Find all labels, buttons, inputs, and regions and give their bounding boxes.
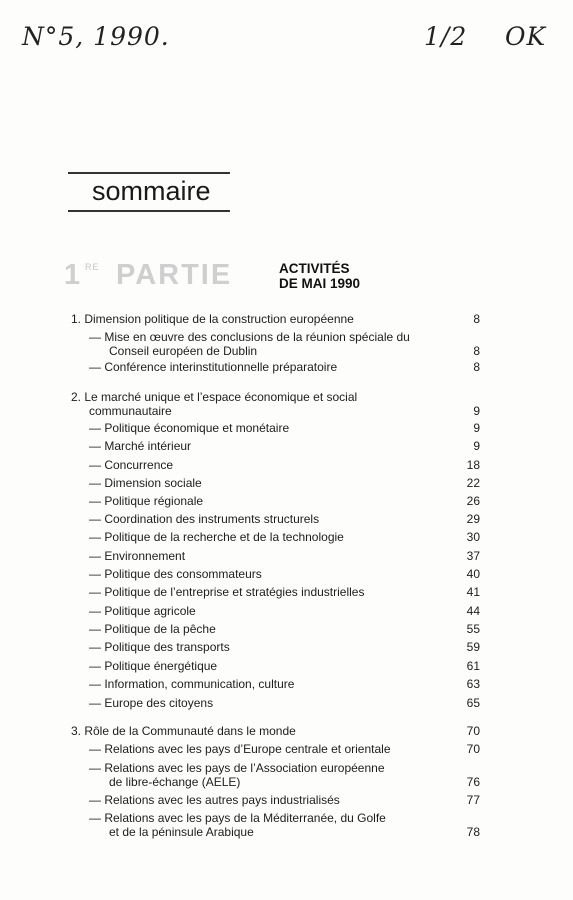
toc-page-number: 9 <box>473 421 480 435</box>
toc-entry: — Conférence interinstitutionnelle préparatoire <box>89 360 338 374</box>
toc-entry: — Politique énergétique <box>89 659 218 673</box>
toc-entry: — Relations avec les pays de l’Association européenne <box>89 761 385 775</box>
toc-section-continuation: communautaire <box>89 404 172 418</box>
toc-page-number: 18 <box>466 458 480 472</box>
toc-page-number: 9 <box>473 439 480 453</box>
toc-page-number: 77 <box>466 793 480 807</box>
toc-page-number: 9 <box>473 404 480 418</box>
part-word: PARTIE <box>116 259 233 291</box>
toc-entry: — Europe des citoyens <box>89 696 214 710</box>
toc-entry-continuation: et de la péninsule Arabique <box>109 825 254 839</box>
toc-entry-continuation: Conseil européen de Dublin <box>109 344 258 358</box>
toc-entry: — Politique des transports <box>89 640 230 654</box>
toc-page-number: 70 <box>466 724 480 738</box>
toc-entry: — Information, communication, culture <box>89 677 295 691</box>
toc-entry: — Environnement <box>89 549 186 563</box>
title-rule-top <box>68 172 230 174</box>
handwritten-page-fraction: 1/2 <box>424 22 468 51</box>
toc-section-heading: 3. Rôle de la Communauté dans le monde <box>71 724 296 738</box>
toc-entry: — Relations avec les pays de la Méditerranée, du Golfe <box>89 811 386 825</box>
toc-page-number: 22 <box>466 476 480 490</box>
toc-page-number: 40 <box>466 567 480 581</box>
toc-page-number: 8 <box>473 344 480 358</box>
toc-page-number: 76 <box>466 775 480 789</box>
toc-entry: — Coordination des instruments structurels <box>89 512 320 526</box>
handwritten-ok-mark: OK <box>505 22 547 51</box>
toc-entry: — Politique économique et monétaire <box>89 421 290 435</box>
toc-page-number: 65 <box>466 696 480 710</box>
toc-entry: — Dimension sociale <box>89 476 202 490</box>
toc-entry: — Politique des consommateurs <box>89 567 262 581</box>
toc-entry-continuation: de libre-échange (AELE) <box>109 775 241 789</box>
toc-page-number: 29 <box>466 512 480 526</box>
toc-page-number: 8 <box>473 360 480 374</box>
toc-page-number: 30 <box>466 530 480 544</box>
toc-entry: — Politique de la recherche et de la technologie <box>89 530 344 544</box>
part-number: 1 <box>64 259 82 291</box>
page-title: sommaire <box>92 176 211 206</box>
toc-entry: — Politique régionale <box>89 494 204 508</box>
toc-page-number: 78 <box>466 825 480 839</box>
toc-page-number: 37 <box>466 549 480 563</box>
toc-page-number: 59 <box>466 640 480 654</box>
handwritten-issue-note: N°5, 1990. <box>22 22 170 51</box>
toc-page-number: 8 <box>473 312 480 326</box>
part-title-line: ACTIVITÉS <box>279 261 350 276</box>
toc-entry: — Concurrence <box>89 458 174 472</box>
toc-entry: — Relations avec les pays d’Europe centrale et orientale <box>89 742 391 756</box>
toc-section-heading: 1. Dimension politique de la construction européenne <box>71 312 354 326</box>
toc-page-number: 61 <box>466 659 480 673</box>
toc-entry: — Politique agricole <box>89 604 196 618</box>
toc-entry: — Mise en œuvre des conclusions de la réunion spéciale du <box>89 330 410 344</box>
toc-page-number: 44 <box>466 604 480 618</box>
toc-entry: — Relations avec les autres pays industrialisés <box>89 793 340 807</box>
toc-page-number: 26 <box>466 494 480 508</box>
title-rule-bottom <box>68 210 230 212</box>
part-number-suffix: RE <box>85 262 100 272</box>
toc-entry: — Politique de l’entreprise et stratégies industrielles <box>89 585 365 599</box>
toc-page-number: 63 <box>466 677 480 691</box>
toc-section-heading: 2. Le marché unique et l’espace économique et social <box>71 390 358 404</box>
toc-page-number: 70 <box>466 742 480 756</box>
toc-entry: — Marché intérieur <box>89 439 192 453</box>
part-title-line: DE MAI 1990 <box>279 276 361 291</box>
part-title <box>279 261 369 291</box>
toc-page-number: 55 <box>466 622 480 636</box>
toc-page-number: 41 <box>466 585 480 599</box>
toc-entry: — Politique de la pêche <box>89 622 216 636</box>
